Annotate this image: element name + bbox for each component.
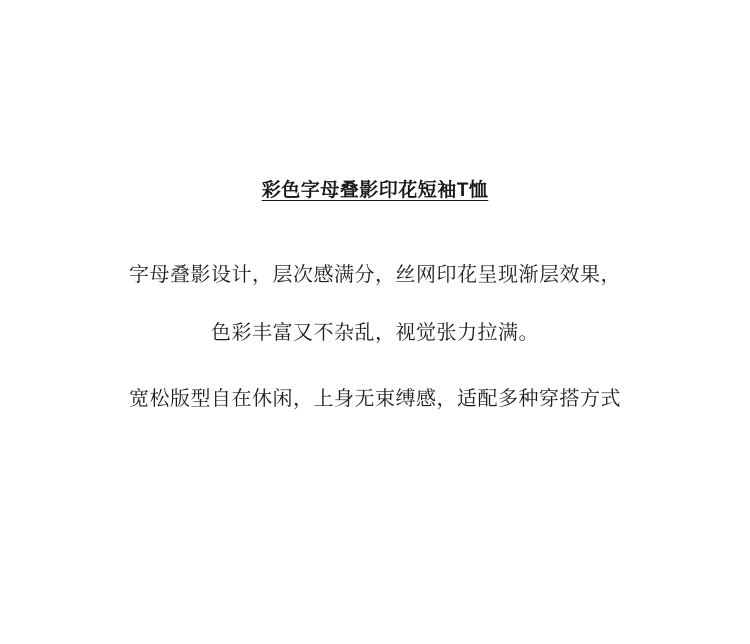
description-line-1: 字母叠影设计，层次感满分，丝网印花呈现渐层效果， xyxy=(129,264,621,286)
description-line-2: 色彩丰富又不杂乱，视觉张力拉满。 xyxy=(211,322,539,344)
description-line-3: 宽松版型自在休闲，上身无束缚感，适配多种穿搭方式 xyxy=(129,388,621,410)
page-title: 彩色字母叠影印花短袖T恤 xyxy=(261,180,489,201)
